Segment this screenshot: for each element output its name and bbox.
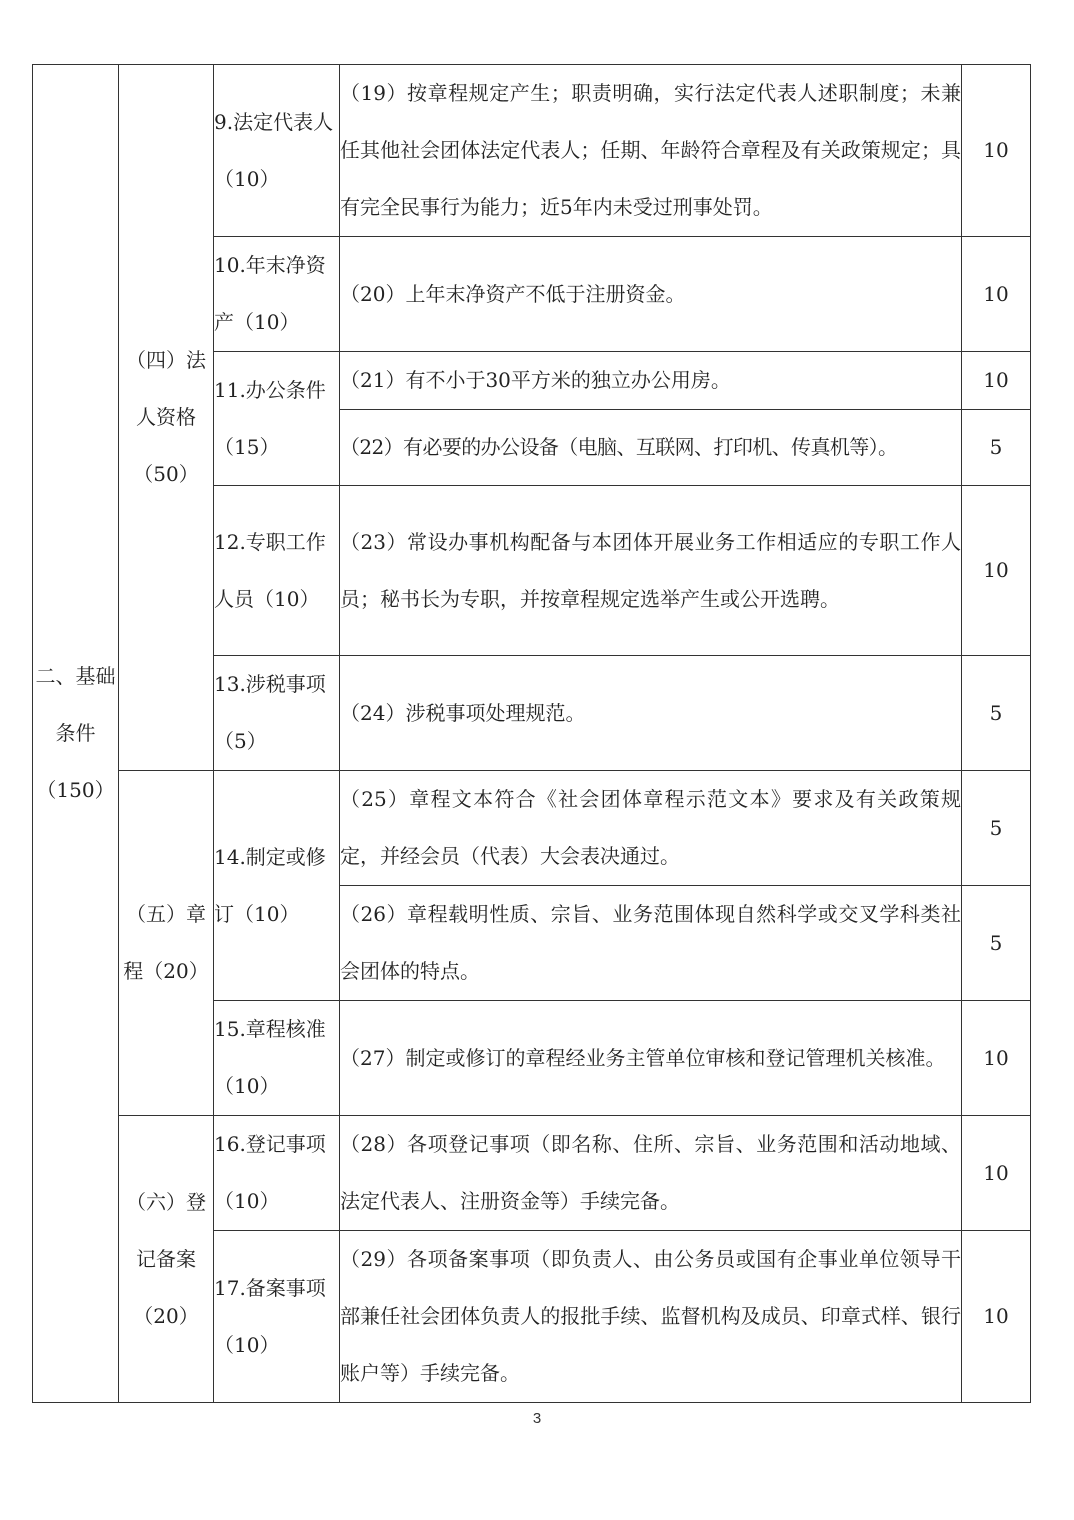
- criterion-cell: （22）有必要的办公设备（电脑、互联网、打印机、传真机等）。: [340, 410, 962, 486]
- item-cell: 11.办公条件（15）: [214, 352, 340, 486]
- criterion-cell: （26）章程载明性质、宗旨、业务范围体现自然科学或交叉学科类社会团体的特点。: [340, 886, 962, 1001]
- table-row: [33, 771, 1031, 886]
- criterion-cell: （27）制定或修订的章程经业务主管单位审核和登记管理机关核准。: [340, 1001, 962, 1116]
- criterion-cell: （19）按章程规定产生；职责明确，实行法定代表人述职制度；未兼任其他社会团体法定代表人；任期、年龄符合章程及有关政策规定；具有完全民事行为能力；近5年内未受过刑事处罚。: [340, 65, 962, 237]
- score-cell: 10: [962, 237, 1031, 352]
- criterion-cell: （25）章程文本符合《社会团体章程示范文本》要求及有关政策规定，并经会员（代表）大会表决通过。: [340, 771, 962, 886]
- group-cell: （五）章程（20）: [119, 771, 214, 1116]
- group-cell: （六）登记备案（20）: [119, 1116, 214, 1403]
- score-cell: 5: [962, 410, 1031, 486]
- item-cell: 14.制定或修订（10）: [214, 771, 340, 1001]
- criterion-cell: （23）常设办事机构配备与本团体开展业务工作相适应的专职工作人员；秘书长为专职，并按章程规定选举产生或公开选聘。: [340, 486, 962, 656]
- criterion-cell: （24）涉税事项处理规范。: [340, 656, 962, 771]
- score-cell: 10: [962, 352, 1031, 410]
- score-cell: 5: [962, 771, 1031, 886]
- criterion-cell: （28）各项登记事项（即名称、住所、宗旨、业务范围和活动地域、法定代表人、注册资金等）手续完备。: [340, 1116, 962, 1231]
- item-cell: 16.登记事项（10）: [214, 1116, 340, 1231]
- criterion-cell: （21）有不小于30平方米的独立办公用房。: [340, 352, 962, 410]
- evaluation-table: [32, 64, 1031, 1403]
- score-cell: 5: [962, 886, 1031, 1001]
- table-row: [33, 1116, 1031, 1231]
- score-cell: 10: [962, 1001, 1031, 1116]
- score-cell: 10: [962, 486, 1031, 656]
- item-cell: 10.年末净资产（10）: [214, 237, 340, 352]
- criterion-cell: （29）各项备案事项（即负责人、由公务员或国有企事业单位领导干部兼任社会团体负责人的报批手续、监督机构及成员、印章式样、银行账户等）手续完备。: [340, 1231, 962, 1403]
- score-cell: 10: [962, 1116, 1031, 1231]
- item-cell: 13.涉税事项（5）: [214, 656, 340, 771]
- page-number: 3: [532, 1410, 542, 1427]
- item-cell: 12.专职工作人员（10）: [214, 486, 340, 656]
- score-cell: 5: [962, 656, 1031, 771]
- criterion-cell: （20）上年末净资产不低于注册资金。: [340, 237, 962, 352]
- section-cell: 二、基础条件（150）: [33, 65, 119, 1403]
- item-cell: 15.章程核准（10）: [214, 1001, 340, 1116]
- group-cell: （四）法人资格（50）: [119, 65, 214, 771]
- score-cell: 10: [962, 65, 1031, 237]
- item-cell: 9.法定代表人（10）: [214, 65, 340, 237]
- item-cell: 17.备案事项（10）: [214, 1231, 340, 1403]
- table-row: [33, 65, 1031, 237]
- score-cell: 10: [962, 1231, 1031, 1403]
